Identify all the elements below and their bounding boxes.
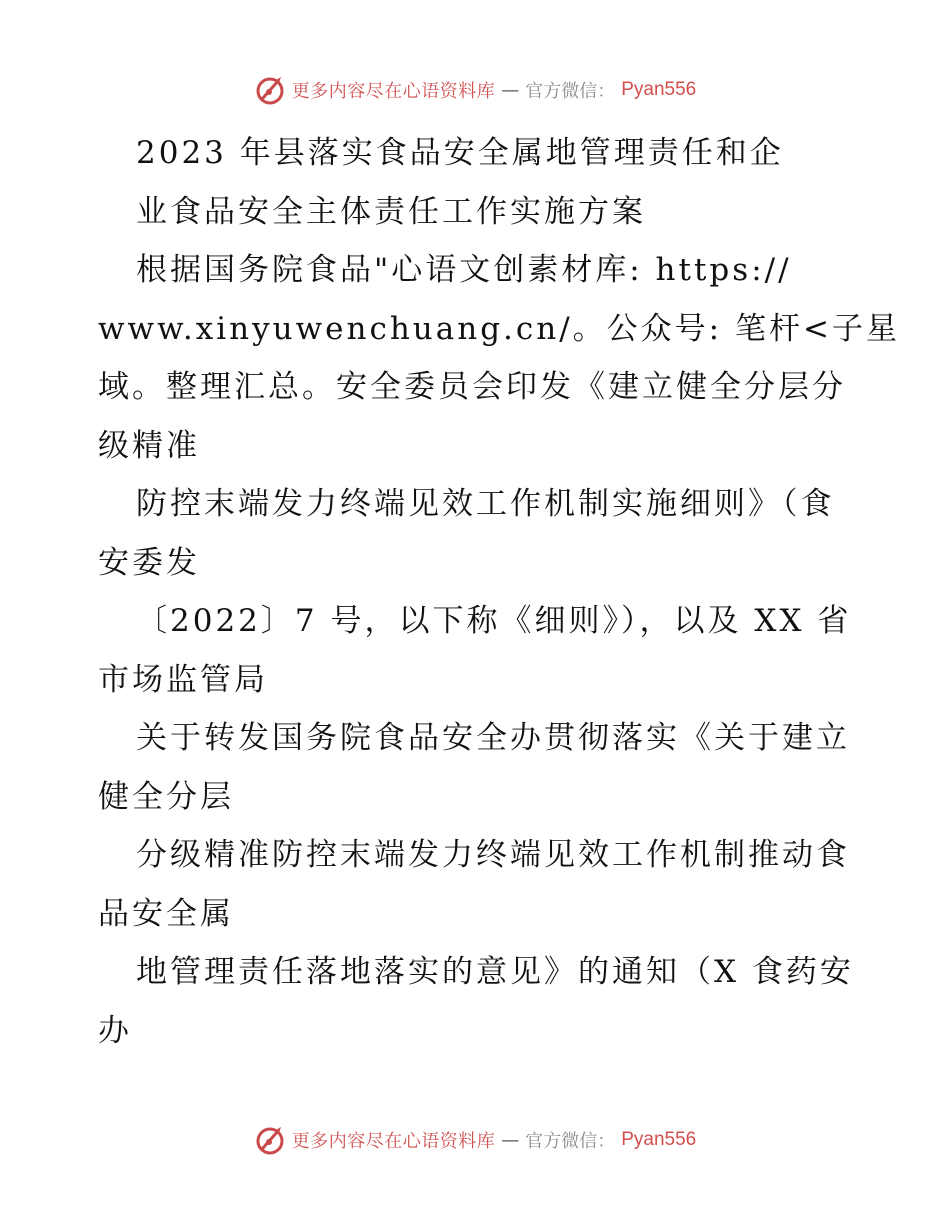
footer-banner <box>0 1120 950 1160</box>
doc-title-line-2: 业食品安全主体责任工作实施方案 <box>136 193 646 230</box>
doc-text-line: 办 <box>98 1012 132 1049</box>
brush-logo-icon <box>254 74 286 106</box>
doc-text-line: 〔2022〕7 号，以下称《细则》），以及 XX 省 <box>136 603 852 639</box>
banner-wechat-label: 官方微信： <box>525 1131 616 1152</box>
doc-text-line: www.xinyuwenchuang.cn/。公众号: 笔杆<子星 <box>98 310 900 347</box>
doc-text-line: 地管理责任落地落实的意见》的通知（X 食药安 <box>136 954 854 990</box>
banner-separator: — <box>501 1129 520 1151</box>
doc-text-line: 级精准 <box>98 427 200 464</box>
banner-site-text: 更多内容尽在心语资料库 <box>291 81 496 102</box>
doc-text-line: 域。整理汇总。安全委员会印发《建立健全分层分 <box>98 369 846 405</box>
header-banner <box>0 70 950 110</box>
doc-text-line: 根据国务院食品"心语文创素材库: https:// <box>136 252 792 288</box>
doc-text-line: 分级精准防控末端发力终端见效工作机制推动食 <box>136 837 850 873</box>
banner-wechat-label: 官方微信： <box>525 81 616 102</box>
doc-text-line: 关于转发国务院食品安全办贯彻落实《关于建立 <box>136 720 850 756</box>
brush-logo-icon <box>254 1124 286 1156</box>
document-body <box>98 124 900 1060</box>
doc-text-line: 健全分层 <box>98 778 234 815</box>
banner-separator: — <box>501 79 520 101</box>
doc-text-line: 安委发 <box>98 544 200 581</box>
doc-text-line: 防控末端发力终端见效工作机制实施细则》（食 <box>136 486 835 522</box>
doc-title-line-1: 2023 年县落实食品安全属地管理责任和企 <box>136 135 784 171</box>
doc-text-line: 品安全属 <box>98 895 234 932</box>
doc-text-line: 市场监管局 <box>98 661 268 698</box>
banner-wechat-id: Pyan556 <box>621 1129 697 1150</box>
banner-site-text: 更多内容尽在心语资料库 <box>291 1131 496 1152</box>
banner-wechat-id: Pyan556 <box>621 79 697 100</box>
